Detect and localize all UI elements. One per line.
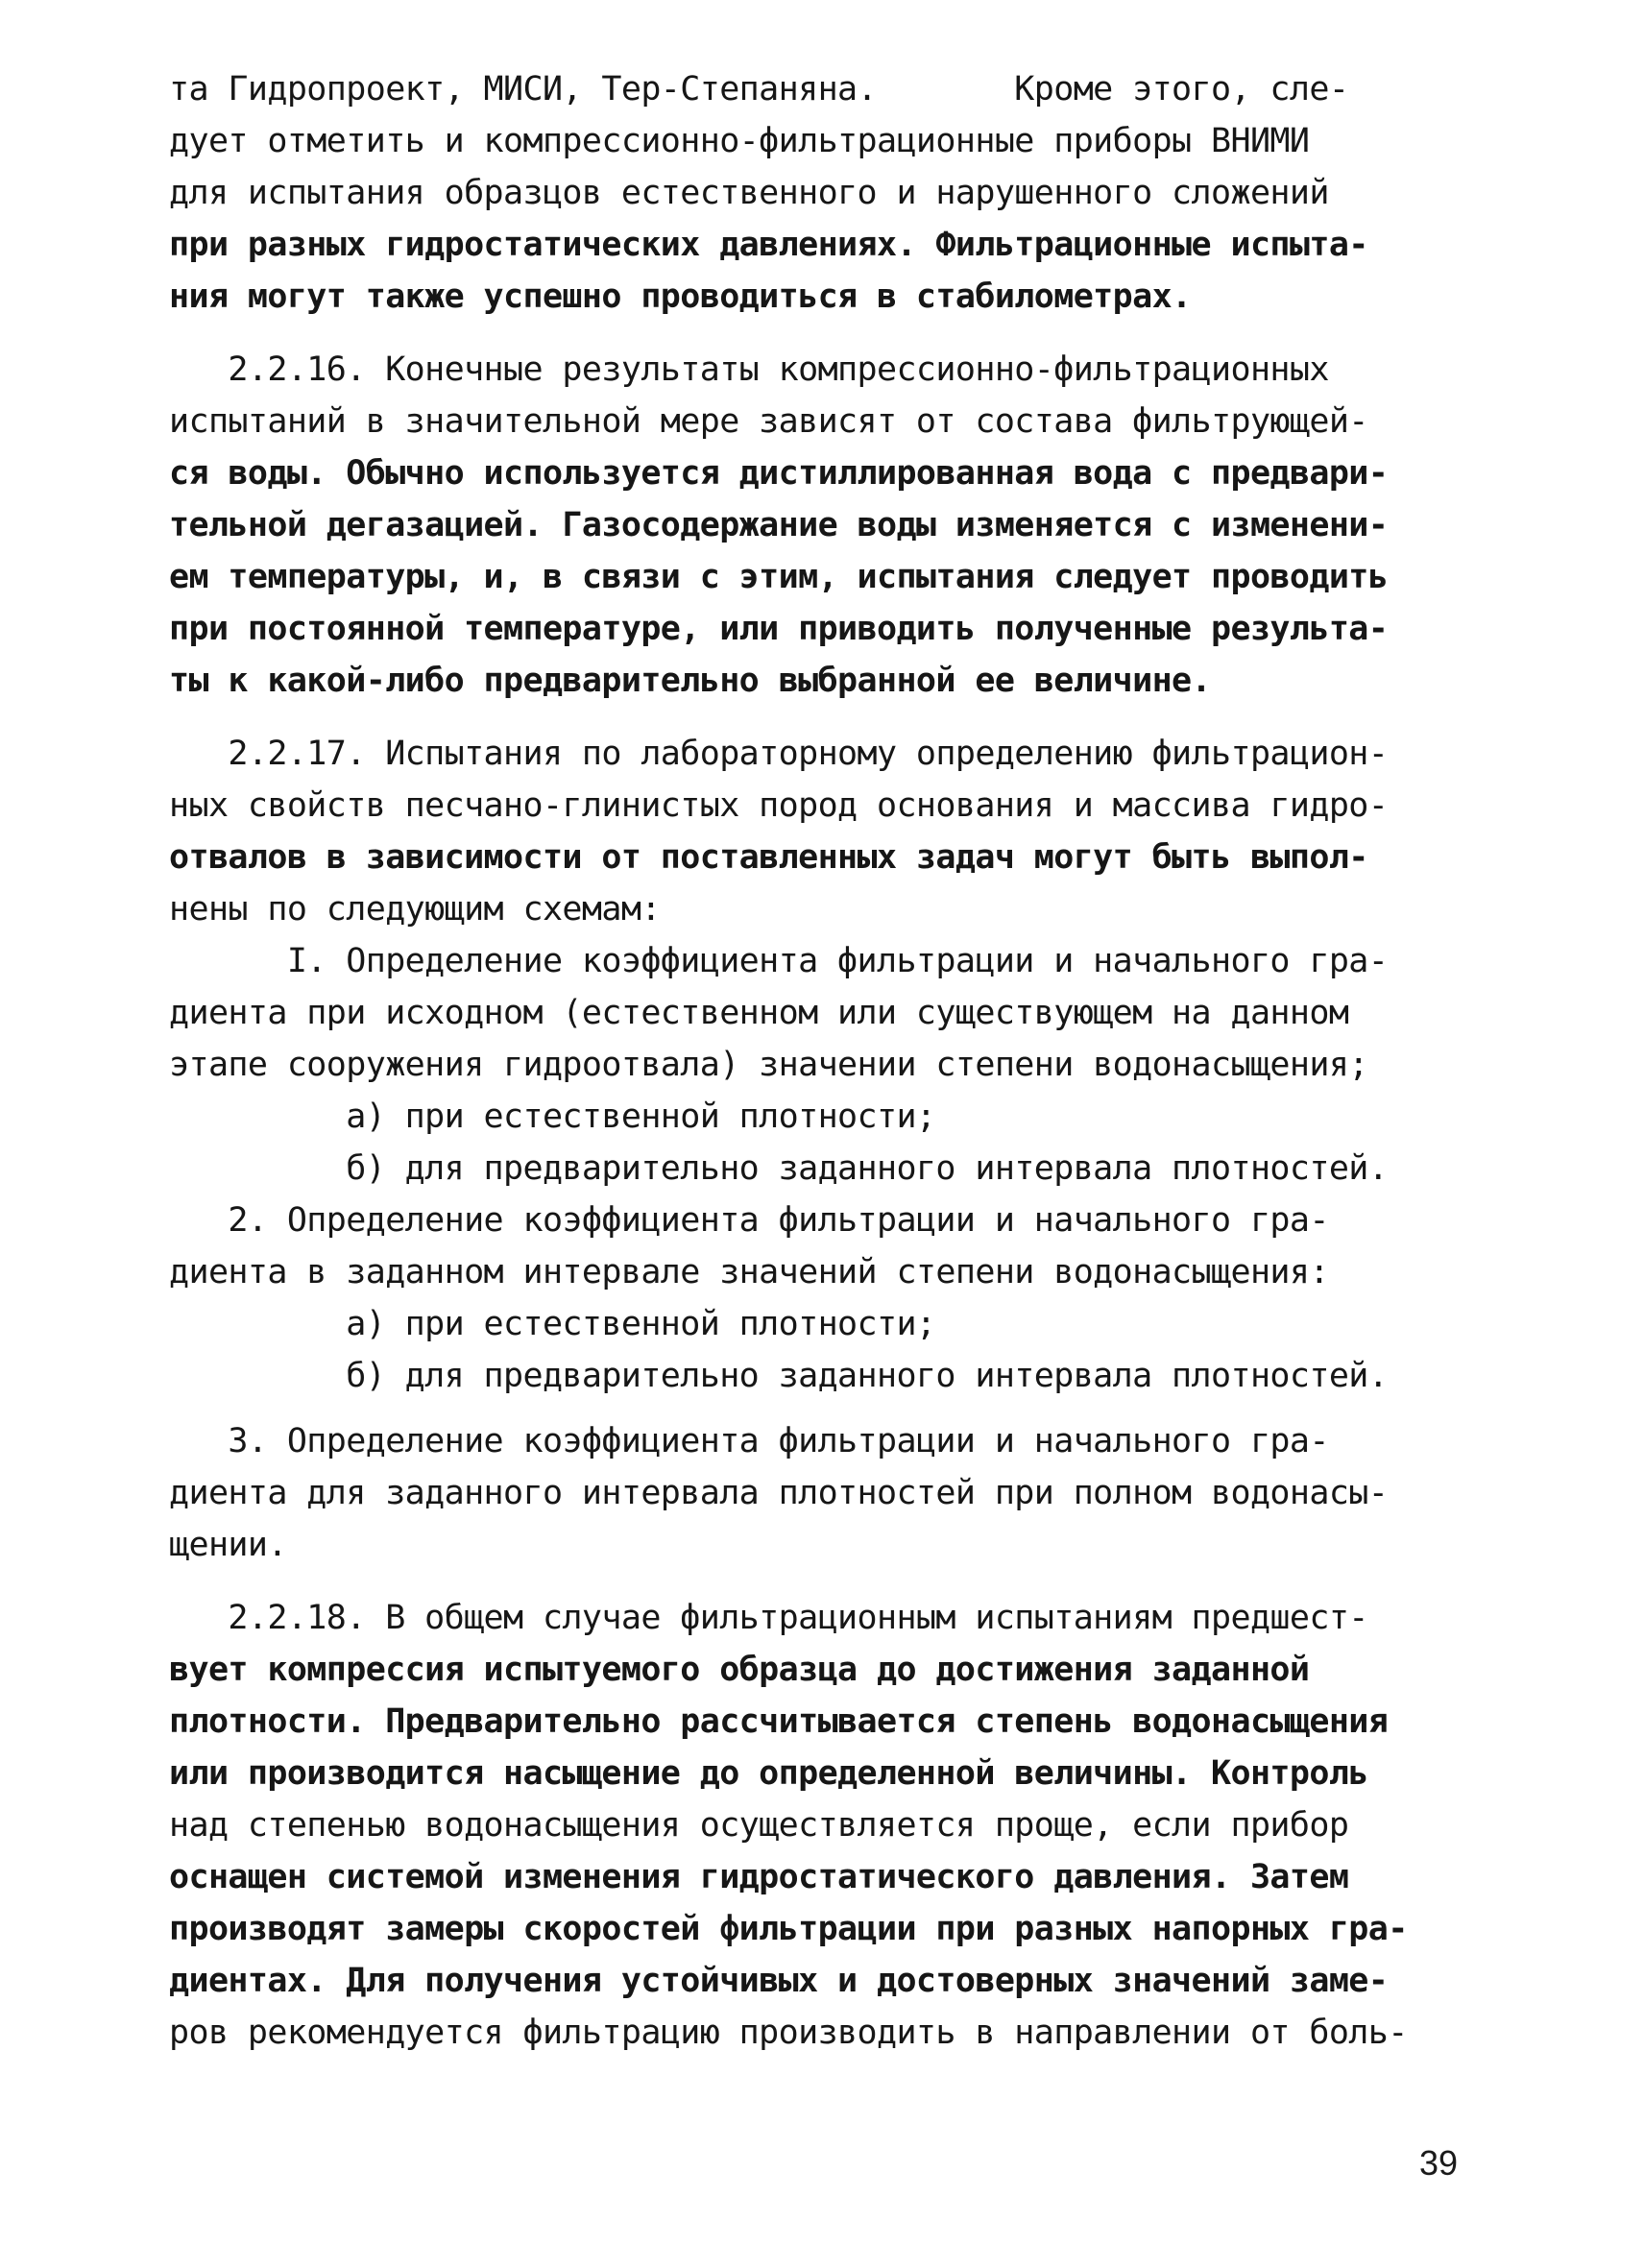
body-text <box>169 63 1461 2059</box>
paragraph-2-2-17-start: 2.2.17. Испытания по лабораторному определению фильтрацион- <box>169 735 1389 773</box>
list-item-b: б) для предварительно заданного интервала плотностей. <box>169 1149 1389 1188</box>
text-line: нены по следующим схемам: <box>169 890 661 929</box>
text-line: или производится насыщение до определенной величины. Контроль <box>169 1754 1368 1793</box>
text-line: дует отметить и компрессионно-фильтрационные приборы ВНИМИ <box>169 122 1310 160</box>
text-line: тельной дегазацией. Газосодержание воды изменяется с изменени- <box>169 506 1389 544</box>
list-item-a: а) при естественной плотности; <box>169 1305 936 1343</box>
text-line: диентах. Для получения устойчивых и достоверных значений заме- <box>169 1962 1389 2000</box>
text-line: над степенью водонасыщения осуществляется проще, если прибор <box>169 1806 1349 1845</box>
text-line: испытаний в значительной мере зависят от состава фильтрующей- <box>169 402 1368 441</box>
text-line: производят замеры скоростей фильтрации при разных напорных гра- <box>169 1910 1408 1948</box>
text-line: щении. <box>169 1526 287 1564</box>
paragraph-2-2-18-start: 2.2.18. В общем случае фильтрационным испытаниям предшест- <box>169 1599 1368 1637</box>
text-line: отвалов в зависимости от поставленных задач могут быть выпол- <box>169 838 1368 877</box>
paragraph-2-2-16-start: 2.2.16. Конечные результаты компрессионно-фильтрационных <box>169 350 1329 389</box>
scheme-3: 3. Определение коэффициента фильтрации и начального гра- <box>169 1422 1329 1460</box>
list-item-b: б) для предварительно заданного интервала плотностей. <box>169 1357 1389 1395</box>
text-line: ся воды. Обычно используется дистиллированная вода с предвари- <box>169 454 1389 493</box>
text-line: ем температуры, и, в связи с этим, испытания следует проводить <box>169 558 1389 596</box>
text-line: та Гидропроект, МИСИ, Тер-Степаняна. Кроме этого, сле- <box>169 70 1349 109</box>
text-line: ных свойств песчано-глинистых пород основания и массива гидро- <box>169 786 1389 825</box>
text-line: диента в заданном интервале значений степени водонасыщения: <box>169 1253 1329 1291</box>
text-line: плотности. Предварительно рассчитывается степень водонасыщения <box>169 1702 1389 1741</box>
text-line: этапе сооружения гидроотвала) значении степени водонасыщения; <box>169 1046 1368 1084</box>
text-line: оснащен системой изменения гидростатического давления. Затем <box>169 1858 1349 1896</box>
text-line: ния могут также успешно проводиться в стабилометрах. <box>169 277 1192 316</box>
text-line: диента для заданного интервала плотностей при полном водонасы- <box>169 1474 1389 1512</box>
scheme-1: I. Определение коэффициента фильтрации и начального гра- <box>169 942 1389 980</box>
text-line: вует компрессия испытуемого образца до достижения заданной <box>169 1651 1310 1689</box>
list-item-a: а) при естественной плотности; <box>169 1098 936 1136</box>
scheme-2: 2. Определение коэффициента фильтрации и начального гра- <box>169 1201 1329 1240</box>
text-line: при постоянной температуре, или приводить полученные результа- <box>169 610 1389 648</box>
text-line: для испытания образцов естественного и нарушенного сложений <box>169 174 1329 212</box>
text-line: ров рекомендуется фильтрацию производить в направлении от боль- <box>169 2014 1408 2052</box>
text-line: ты к какой-либо предварительно выбранной ее величине. <box>169 662 1212 700</box>
text-line: при разных гидростатических давлениях. Фильтрационные испыта- <box>169 226 1368 264</box>
page-number: 39 <box>1419 2143 1459 2183</box>
text-line: диента при исходном (естественном или существующем на данном <box>169 994 1349 1032</box>
